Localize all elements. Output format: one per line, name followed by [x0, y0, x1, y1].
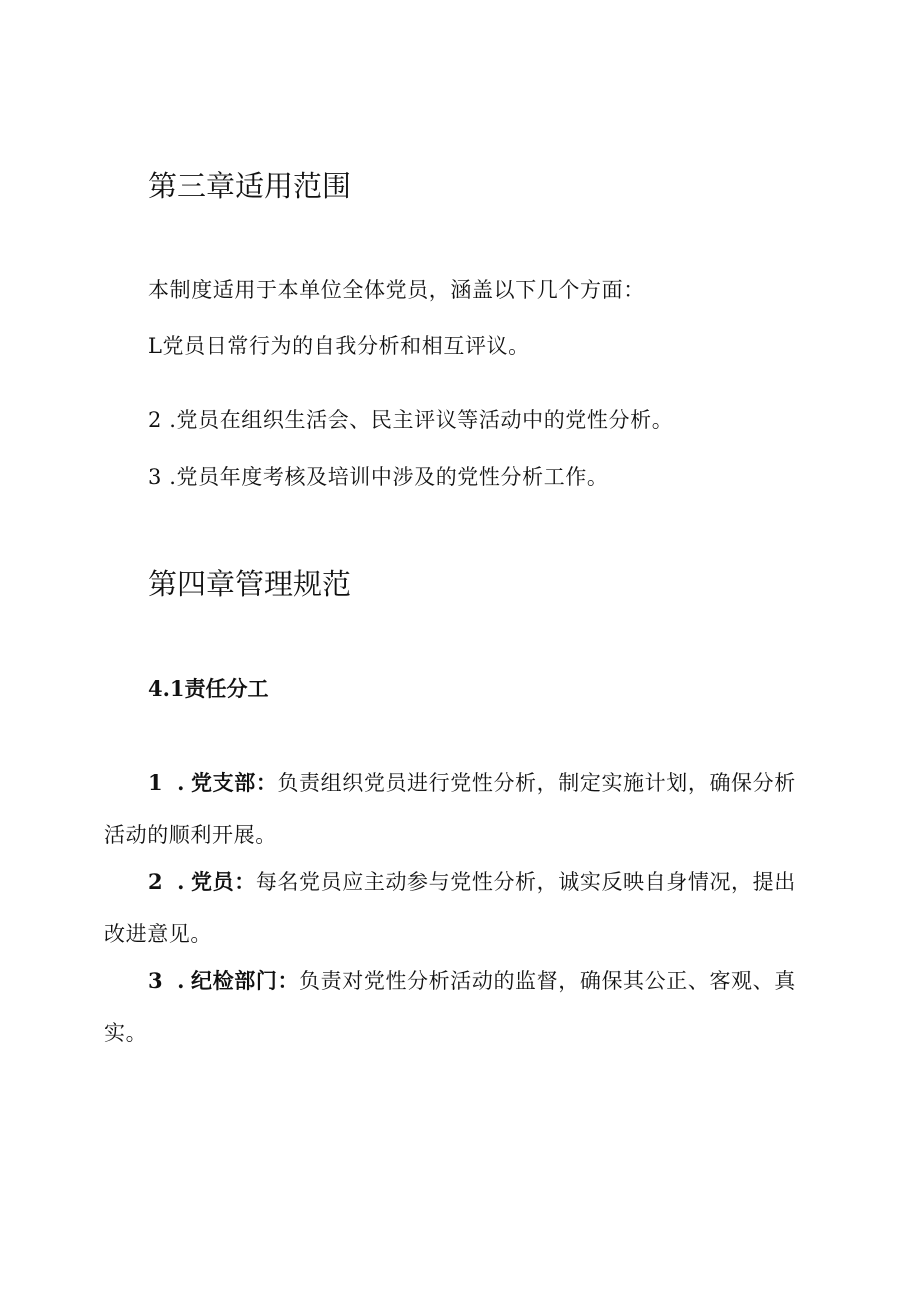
duty-item-separator: . [169, 770, 186, 795]
duty-item-term: 纪检部门： [191, 968, 300, 993]
duty-item-separator: . [169, 869, 186, 894]
chapter-4-title: 第四章管理规范 [148, 567, 352, 601]
scope-item-3: 3 .党员年度考核及培训中涉及的党性分析工作。 [148, 465, 609, 489]
duty-item-text: 负责组织党员进行党性分析，制定实施计划，确保分析活动的顺利开展。 [104, 771, 796, 847]
duty-item-1 [104, 757, 816, 861]
duty-item-3 [104, 955, 816, 1059]
duty-item-separator: . [169, 968, 186, 993]
chapter-3-title: 第三章适用范围 [148, 169, 352, 203]
duty-item-term: 党员： [191, 869, 256, 894]
duty-item-text: 每名党员应主动参与党性分析，诚实反映自身情况，提出改进意见。 [104, 870, 796, 946]
scope-item-2: 2 .党员在组织生活会、民主评议等活动中的党性分析。 [148, 408, 674, 432]
duty-item-2 [104, 856, 816, 960]
duty-item-text: 负责对党性分析活动的监督，确保其公正、客观、真实。 [104, 969, 796, 1045]
duty-item-number: 3 [148, 968, 164, 993]
duty-item-number: 2 [148, 869, 164, 894]
duty-item-number: 1 [148, 770, 164, 795]
chapter-3-intro: 本制度适用于本单位全体党员，涵盖以下几个方面： [148, 278, 645, 302]
scope-item-1: L党员日常行为的自我分析和相互评议。 [148, 334, 530, 358]
section-4-1-title: 4.1责任分工 [148, 676, 269, 701]
duty-item-term: 党支部： [191, 770, 278, 795]
